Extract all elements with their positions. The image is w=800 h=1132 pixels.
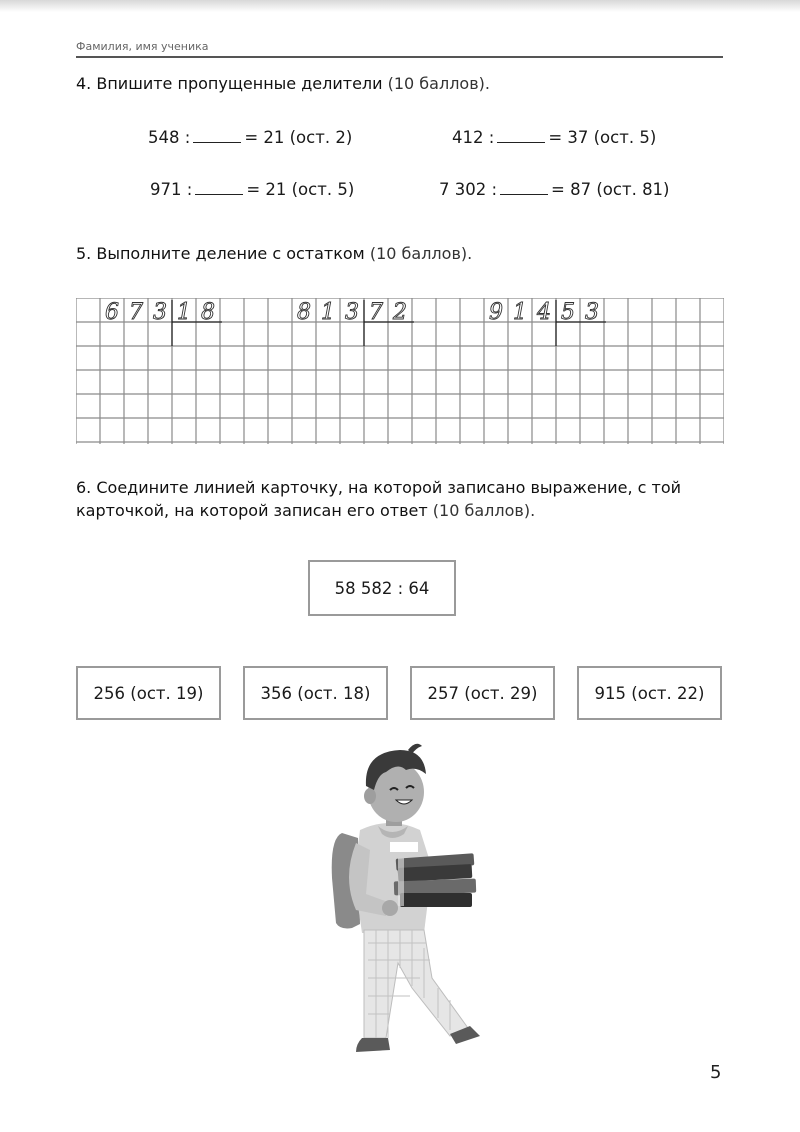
eq2-right: = 37 (ост. 5) <box>548 128 657 147</box>
answer-card-3-text: 257 (ост. 29) <box>427 683 538 703</box>
division-grid[interactable] <box>76 298 724 448</box>
task4-points: (10 баллов). <box>382 74 490 93</box>
pants-shape <box>364 930 468 1038</box>
eq4-right: = 87 (ост. 81) <box>551 180 670 199</box>
handwritten-digit: 1 <box>513 300 527 325</box>
header-rule <box>76 56 723 58</box>
handwritten-digit: 3 <box>585 300 599 325</box>
eq3-blank[interactable] <box>195 180 243 195</box>
handwritten-digit: 7 <box>129 300 143 325</box>
eq4-blank[interactable] <box>500 180 548 195</box>
answer-card-2-text: 356 (ост. 18) <box>260 683 371 703</box>
task6-title <box>76 476 736 522</box>
task6-title-line1: 6. Соедините линией карточку, на которой записано выражение, с той <box>76 478 682 497</box>
hand-shape <box>382 900 398 916</box>
answer-card-1-text: 256 (ост. 19) <box>93 683 204 703</box>
division-grid-svg[interactable] <box>76 298 724 444</box>
task5-title <box>76 242 736 266</box>
eq1-right: = 21 (ост. 2) <box>244 128 353 147</box>
page-top-shadow <box>0 0 800 12</box>
handwritten-digit: 8 <box>297 300 311 325</box>
task4-equation-2 <box>452 128 656 147</box>
answer-card-4[interactable] <box>577 666 722 720</box>
task6-title-line2: карточкой, на которой записан его ответ <box>76 501 428 520</box>
eq1-left: 548 : <box>148 128 191 147</box>
task4-equation-4 <box>439 180 670 199</box>
task4-title-bold: 4. Впишите пропущенные делители <box>76 74 383 93</box>
answer-card-3[interactable] <box>410 666 555 720</box>
task4-equation-1 <box>148 128 352 147</box>
handwritten-digit: 3 <box>153 300 167 325</box>
student-name-label: Фамилия, имя ученика <box>76 40 209 53</box>
handwritten-digit: 1 <box>177 300 191 325</box>
task4-equation-3 <box>150 180 354 199</box>
handwritten-digit: 5 <box>561 300 575 325</box>
eq2-left: 412 : <box>452 128 495 147</box>
eq1-blank[interactable] <box>193 128 241 143</box>
task5-title-bold: 5. Выполните деление с остатком <box>76 244 365 263</box>
handwritten-digit: 3 <box>345 300 359 325</box>
task4-title <box>76 72 736 96</box>
handwritten-digit: 4 <box>537 300 551 325</box>
task6-points: (10 баллов). <box>427 501 536 520</box>
task5-points: (10 баллов). <box>364 244 473 263</box>
handwritten-digit: 8 <box>201 300 215 325</box>
boy-with-books-illustration <box>320 738 490 1058</box>
answer-card-4-text: 915 (ост. 22) <box>594 683 705 703</box>
books-stack <box>394 853 476 907</box>
handwritten-digit: 9 <box>489 300 503 325</box>
page-number: 5 <box>710 1062 722 1083</box>
eq3-right: = 21 (ост. 5) <box>246 180 355 199</box>
expression-card-text: 58 582 : 64 <box>334 578 430 598</box>
eq2-blank[interactable] <box>497 128 545 143</box>
expression-card[interactable] <box>308 560 456 616</box>
handwritten-digit: 7 <box>369 300 383 325</box>
answer-card-2[interactable] <box>243 666 388 720</box>
ear-shape <box>364 788 376 804</box>
answer-card-1[interactable] <box>76 666 221 720</box>
handwritten-digit: 2 <box>393 300 407 325</box>
eq3-left: 971 : <box>150 180 193 199</box>
handwritten-digit: 6 <box>105 300 119 325</box>
left-shoe-shape <box>356 1038 390 1052</box>
handwritten-digit: 1 <box>321 300 335 325</box>
eq4-left: 7 302 : <box>439 180 498 199</box>
name-tag-shape <box>390 842 418 852</box>
